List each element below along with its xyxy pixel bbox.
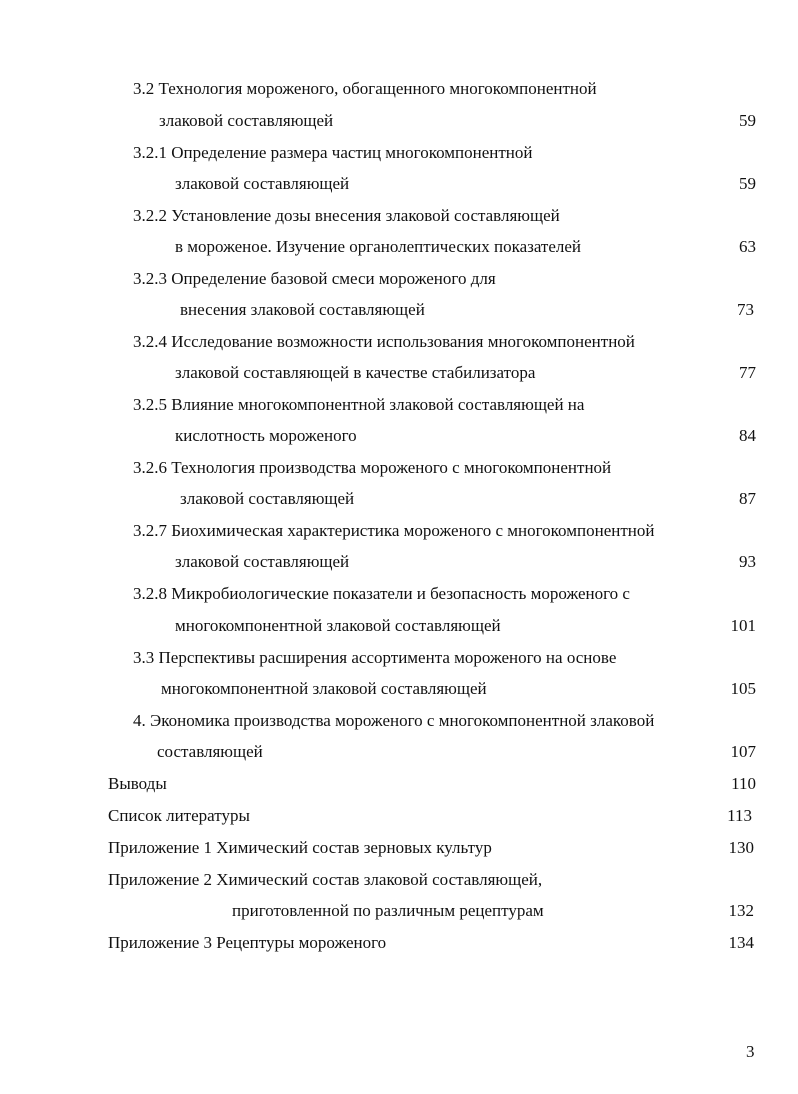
toc-entry-title: 3.2.1 Определение размера частиц многокомпонентной [133, 143, 533, 162]
toc-entry-title-continuation: многокомпонентной злаковой составляющей [161, 679, 487, 698]
toc-entry-title: 3.2.6 Технология производства мороженого с многокомпонентной [133, 458, 612, 477]
toc-entry-page: 93 [739, 552, 756, 571]
toc-entry-page: 63 [739, 237, 756, 256]
toc-entry-page: 73 [737, 300, 754, 319]
toc-entry-title: 3.2.3 Определение базовой смеси мороженого для [133, 269, 496, 288]
toc-entry-page: 105 [730, 679, 756, 698]
toc-entry-page: 84 [739, 426, 756, 445]
toc-entry-page: 132 [728, 901, 754, 920]
toc-entry-title: 4. Экономика производства мороженого с многокомпонентной злаковой [133, 711, 655, 730]
toc-entry-page: 59 [739, 174, 756, 193]
toc-entry-page: 87 [739, 489, 756, 508]
toc-entry-title: 3.2.4 Исследование возможности использования многокомпонентной [133, 332, 635, 351]
toc-entry-page: 134 [728, 933, 754, 952]
toc-entry-title: 3.2.8 Микробиологические показатели и безопасность мороженого с [133, 584, 630, 603]
toc-entry-page: 101 [730, 616, 756, 635]
toc-entry-page: 113 [727, 806, 752, 825]
toc-entry-title-continuation: злаковой составляющей [180, 489, 355, 508]
toc-entry-title-continuation: злаковой составляющей в качестве стабилизатора [175, 363, 536, 382]
toc-entry-title: 3.2.2 Установление дозы внесения злаковой составляющей [133, 206, 560, 225]
toc-entry-title: Список литературы [108, 806, 250, 825]
toc-entry-title-continuation: злаковой составляющей [175, 174, 350, 193]
toc-entry-title: 3.2 Технология мороженого, обогащенного многокомпонентной [133, 79, 597, 98]
toc-entry-title: Приложение 1 Химический состав зерновых культур [108, 838, 492, 857]
toc-entry-title: Выводы [108, 774, 167, 793]
toc-entry-page: 110 [731, 774, 756, 793]
toc-entry-title-continuation: злаковой составляющей [175, 552, 350, 571]
page-number: 3 [746, 1042, 755, 1061]
toc-entry-title-continuation: злаковой составляющей [159, 111, 334, 130]
toc-entry-title: Приложение 3 Рецептуры мороженого [108, 933, 387, 952]
toc-entry-title-continuation: составляющей [157, 742, 263, 761]
toc-entry-page: 130 [728, 838, 754, 857]
toc-entry-title: Приложение 2 Химический состав злаковой составляющей, [108, 870, 543, 889]
toc-entry-title-continuation: кислотность мороженого [175, 426, 357, 445]
toc-entry-title-continuation: в мороженое. Изучение органолептических показателей [175, 237, 582, 256]
toc-entry-title: 3.3 Перспективы расширения ассортимента мороженого на основе [133, 648, 617, 667]
toc-entry-title: 3.2.7 Биохимическая характеристика мороженого с многокомпонентной [133, 521, 655, 540]
toc-entry-page: 59 [739, 111, 756, 130]
toc-entry-title: 3.2.5 Влияние многокомпонентной злаковой составляющей на [133, 395, 585, 414]
toc-entry-page: 77 [739, 363, 756, 382]
toc-entry-title-continuation: внесения злаковой составляющей [180, 300, 425, 319]
toc-entry-title-continuation: приготовленной по различным рецептурам [232, 901, 544, 920]
toc-entry-title-continuation: многокомпонентной злаковой составляющей [175, 616, 501, 635]
toc-entry-page: 107 [730, 742, 756, 761]
